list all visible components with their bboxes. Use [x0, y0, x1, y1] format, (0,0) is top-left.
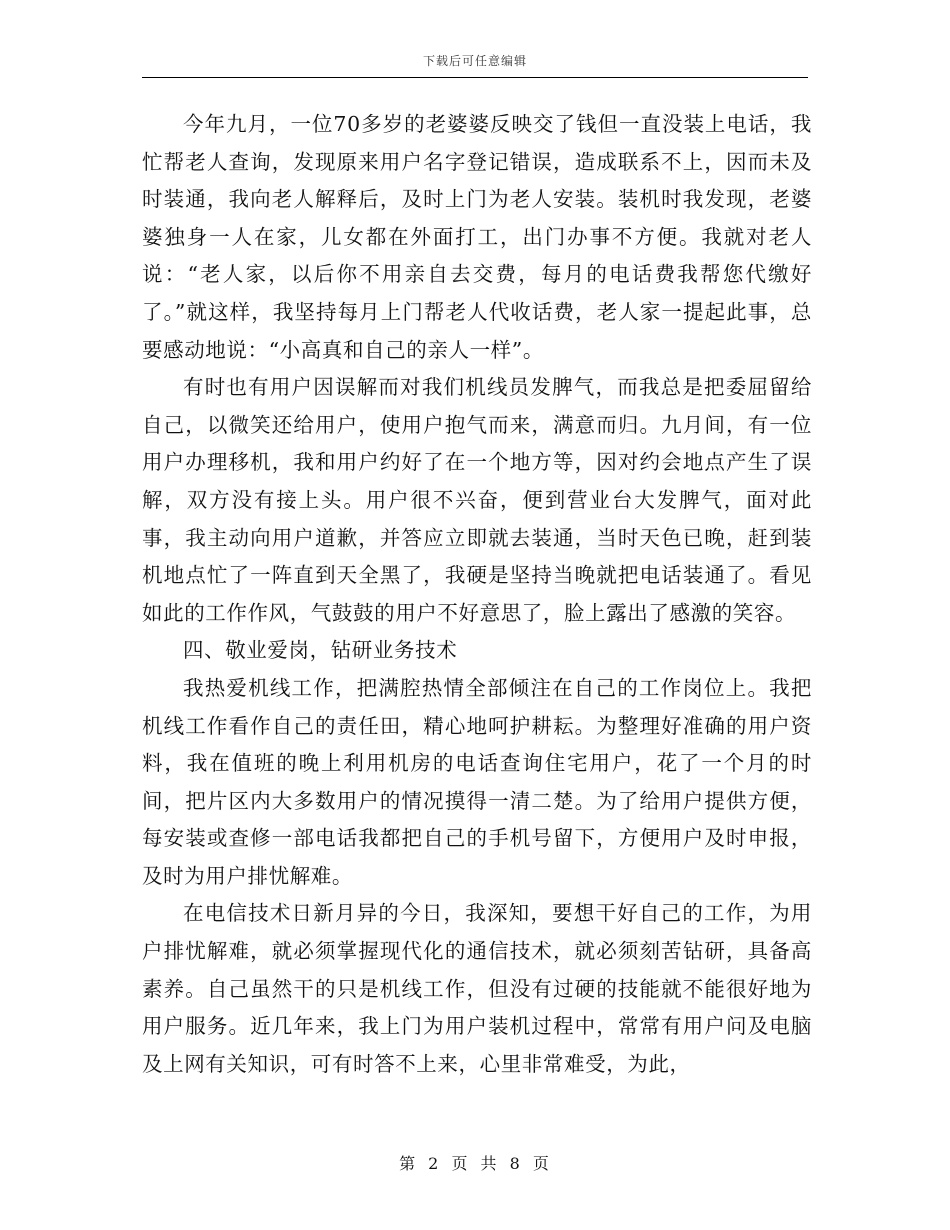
page-header: 下载后可任意编辑 [422, 54, 527, 68]
document-body [142, 106, 812, 1083]
paragraph-love-of-work: 我热爱机线工作，把满腔热情全部倾注在自己的工作岗位上。我把机线工作看作自己的责任田，精心地呵护耕耘。为整理好准确的用户资料，我在值班的晚上利用机房的电话查询住宅用户，花了一个月的时间，把片区内大多数用户的情况摸得一清二楚。为了给用户提供方便，每安装或查修一部电话我都把自己的手机号留下，方便用户及时申报，及时为用户排忧解难。 [142, 675, 812, 888]
page-number-footer: 第 2 页 共 8 页 [399, 1154, 551, 1173]
header-divider [142, 77, 808, 78]
paragraph-elderly-customer: 今年九月，一位70多岁的老婆婆反映交了钱但一直没装上电话，我忙帮老人查询，发现原来用户名字登记错误，造成联系不上，因而未及时装通，我向老人解释后，及时上门为老人安装。装机时我发现，老婆婆独身一人在家，儿女都在外面打工，出门办事不方便。我就对老人说：“老人家，以后你不用亲自去交费，每月的电话费我帮您代缴好了。”就这样，我坚持每月上门帮老人代收话费，老人家一提起此事，总要感动地说：“小高真和自己的亲人一样”。 [142, 112, 812, 362]
paragraph-technology-study: 在电信技术日新月异的今日，我深知，要想干好自己的工作，为用户排忧解难，就必须掌握现代化的通信技术，就必须刻苦钻研，具备高素养。自己虽然干的只是机线工作，但没有过硬的技能就不能很好地为用户服务。近几年来，我上门为用户装机过程中，常常有用户问及电脑及上网有关知识，可有时答不上来，心里非常难受，为此， [142, 901, 812, 1076]
paragraph-misunderstanding: 有时也有用户因误解而对我们机线员发脾气，而我总是把委屈留给自己，以微笑还给用户，使用户抱气而来，满意而归。九月间，有一位用户办理移机，我和用户约好了在一个地方等，因对约会地点产生了误解，双方没有接上头。用户很不兴奋，便到营业台大发脾气，面对此事，我主动向用户道歉，并答应立即就去装通，当时天色已晚，赶到装机地点忙了一阵直到天全黑了，我硬是坚持当晚就把电话装通了。看见如此的工作作风，气鼓鼓的用户不好意思了，脸上露出了感激的笑容。 [142, 375, 812, 625]
section-heading-dedication: 四、敬业爱岗，钻研业务技术 [183, 638, 458, 663]
